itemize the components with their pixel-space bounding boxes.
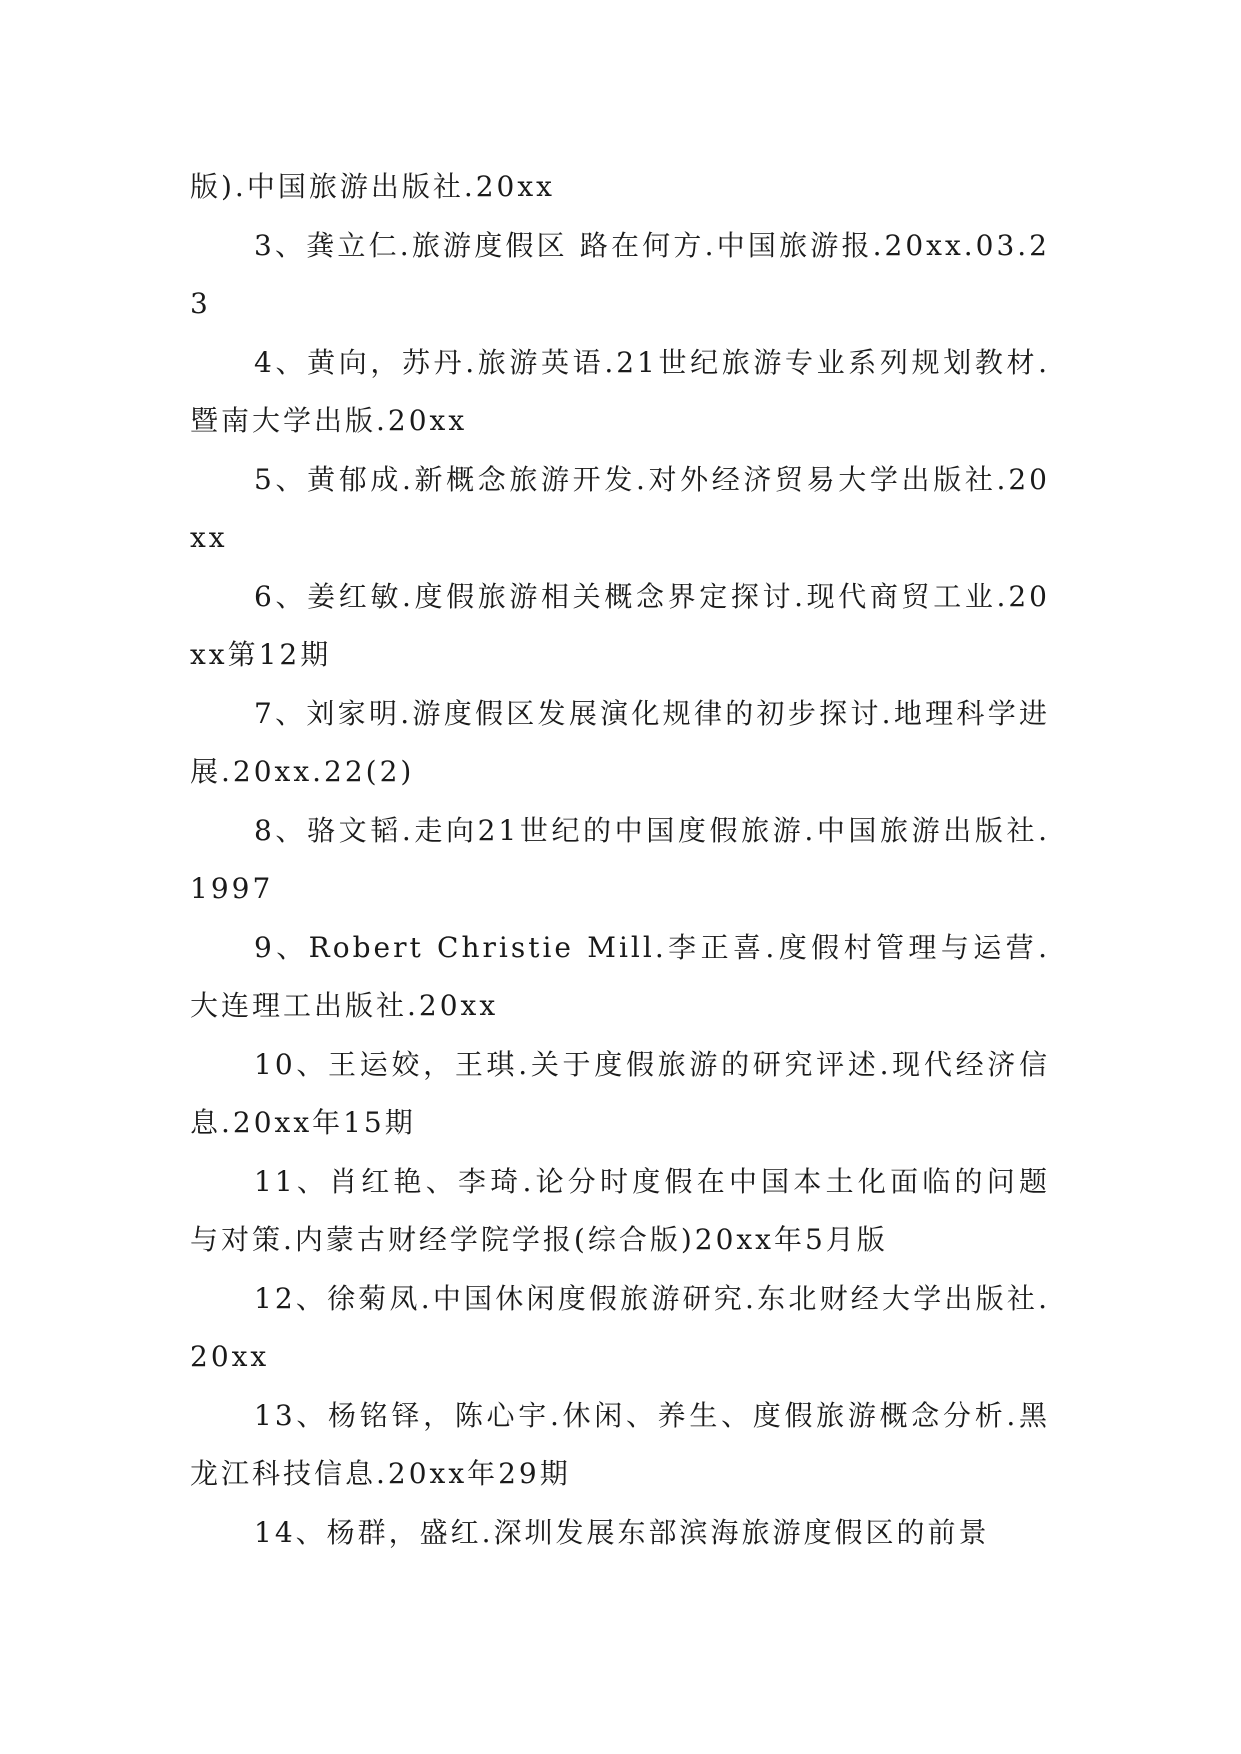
reference-entry-11: 11、肖红艳、李琦.论分时度假在中国本土化面临的问题与对策.内蒙古财经学院学报(综合版)20xx年5月版 xyxy=(190,1164,1050,1256)
reference-entry-8: 8、骆文韬.走向21世纪的中国度假旅游.中国旅游出版社.1997 xyxy=(190,813,1050,905)
reference-entry-14: 14、杨群，盛红.深圳发展东部滨海旅游度假区的前景 xyxy=(254,1515,990,1549)
reference-entry-3: 3、龚立仁.旅游度假区 路在何方.中国旅游报.20xx.03.23 xyxy=(190,228,1050,320)
reference-entry-13: 13、杨铭铎，陈心宇.休闲、养生、度假旅游概念分析.黑龙江科技信息.20xx年29期 xyxy=(190,1398,1050,1490)
reference-entry-12: 12、徐菊凤.中国休闲度假旅游研究.东北财经大学出版社. 20xx xyxy=(190,1281,1050,1373)
reference-entry-6: 6、姜红敏.度假旅游相关概念界定探讨.现代商贸工业.20xx第12期 xyxy=(190,579,1050,671)
reference-entry-4: 4、黄向，苏丹.旅游英语.21世纪旅游专业系列规划教材.暨南大学出版.20xx xyxy=(190,345,1050,437)
reference-entry-continued: 版).中国旅游出版社.20xx xyxy=(190,170,555,203)
reference-entry-5: 5、黄郁成.新概念旅游开发.对外经济贸易大学出版社.20xx xyxy=(190,462,1050,554)
reference-entry-7: 7、刘家明.游度假区发展演化规律的初步探讨.地理科学进展.20xx.22(2) xyxy=(190,696,1050,788)
reference-entry-9: 9、Robert Christie Mill.李正喜.度假村管理与运营.大连理工出版社.20xx xyxy=(190,930,1050,1022)
reference-list xyxy=(190,158,1050,1562)
reference-entry-10: 10、王运姣，王琪.关于度假旅游的研究评述.现代经济信息.20xx年15期 xyxy=(190,1047,1050,1139)
